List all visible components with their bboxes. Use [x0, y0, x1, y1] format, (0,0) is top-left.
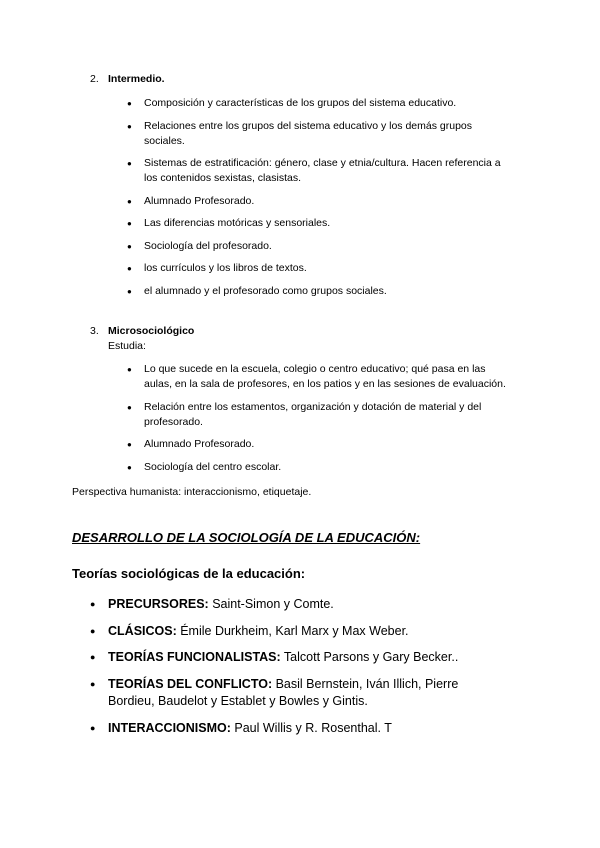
section-title: Intermedio.: [108, 73, 165, 85]
theory-label: TEORÍAS FUNCIONALISTAS:: [108, 650, 281, 664]
subheading: Teorías sociológicas de la educación:: [72, 566, 306, 581]
list-item: ● Relaciones entre los grupos del sistema educativo y los demás grupos sociales.: [0, 119, 514, 149]
list-item: ● Alumnado Profesorado.: [0, 194, 514, 209]
theory-text: Émile Durkheim, Karl Marx y Max Weber.: [176, 623, 409, 638]
theory-text: Talcott Parsons y Gary Becker..: [280, 650, 459, 664]
section-title: Microsociológico: [108, 325, 195, 337]
list-item: [0, 676, 508, 711]
list-item: ● los currículos y los libros de textos.: [0, 261, 514, 276]
section-2-heading: [90, 72, 165, 86]
list-item: ● Lo que sucede en la escuela, colegio o centro educativo; qué pasa en las aulas, en la sala de profesores, en los patios y en las sesiones de evaluación.: [0, 362, 514, 392]
section-2-list: [0, 96, 514, 306]
section-number: 2.: [90, 73, 99, 85]
theory-label: INTERACCIONISMO:: [108, 720, 231, 735]
section-heading: DESARROLLO DE LA SOCIOLOGÍA DE LA EDUCACIÓN:: [72, 530, 421, 545]
theory-label: CLÁSICOS:: [108, 623, 177, 638]
theory-label: TEORÍAS DEL CONFLICTO:: [108, 676, 273, 691]
list-item: [0, 623, 508, 641]
theory-label: PRECURSORES:: [108, 597, 209, 611]
theory-text: Basil Bernstein, Iván Illich, Pierre Bordieu, Baudelot y Establet y Bowles y Gintis.: [108, 676, 459, 708]
list-item: ● Sistemas de estratificación: género, clase y etnia/cultura. Hacen referencia a los contenidos sexistas, clasistas.: [0, 156, 514, 186]
list-item: ● el alumnado y el profesorado como grupos sociales.: [0, 284, 514, 299]
theories-list: [0, 596, 508, 746]
section-3-intro: Estudia:: [108, 340, 146, 352]
list-item: ● Composición y características de los grupos del sistema educativo.: [0, 96, 514, 111]
theory-text: Saint-Simon y Comte.: [208, 597, 334, 611]
section-3-list: [0, 362, 514, 482]
list-item: ● Las diferencias motóricas y sensoriales.: [0, 216, 514, 231]
section-number: 3.: [90, 325, 99, 337]
list-item: ● Sociología del centro escolar.: [0, 460, 514, 475]
theory-text: Paul Willis y R. Rosenthal. T: [230, 720, 392, 735]
list-item: [0, 720, 508, 738]
section-3-heading: [90, 324, 194, 338]
list-item: [0, 596, 508, 614]
list-item: ● Alumnado Profesorado.: [0, 437, 514, 452]
list-item: [0, 649, 508, 667]
list-item: ● Sociología del profesorado.: [0, 239, 514, 254]
list-item: ● Relación entre los estamentos, organización y dotación de material y del profesorado.: [0, 400, 514, 430]
perspective-note: Perspectiva humanista: interaccionismo, etiquetaje.: [72, 486, 312, 498]
